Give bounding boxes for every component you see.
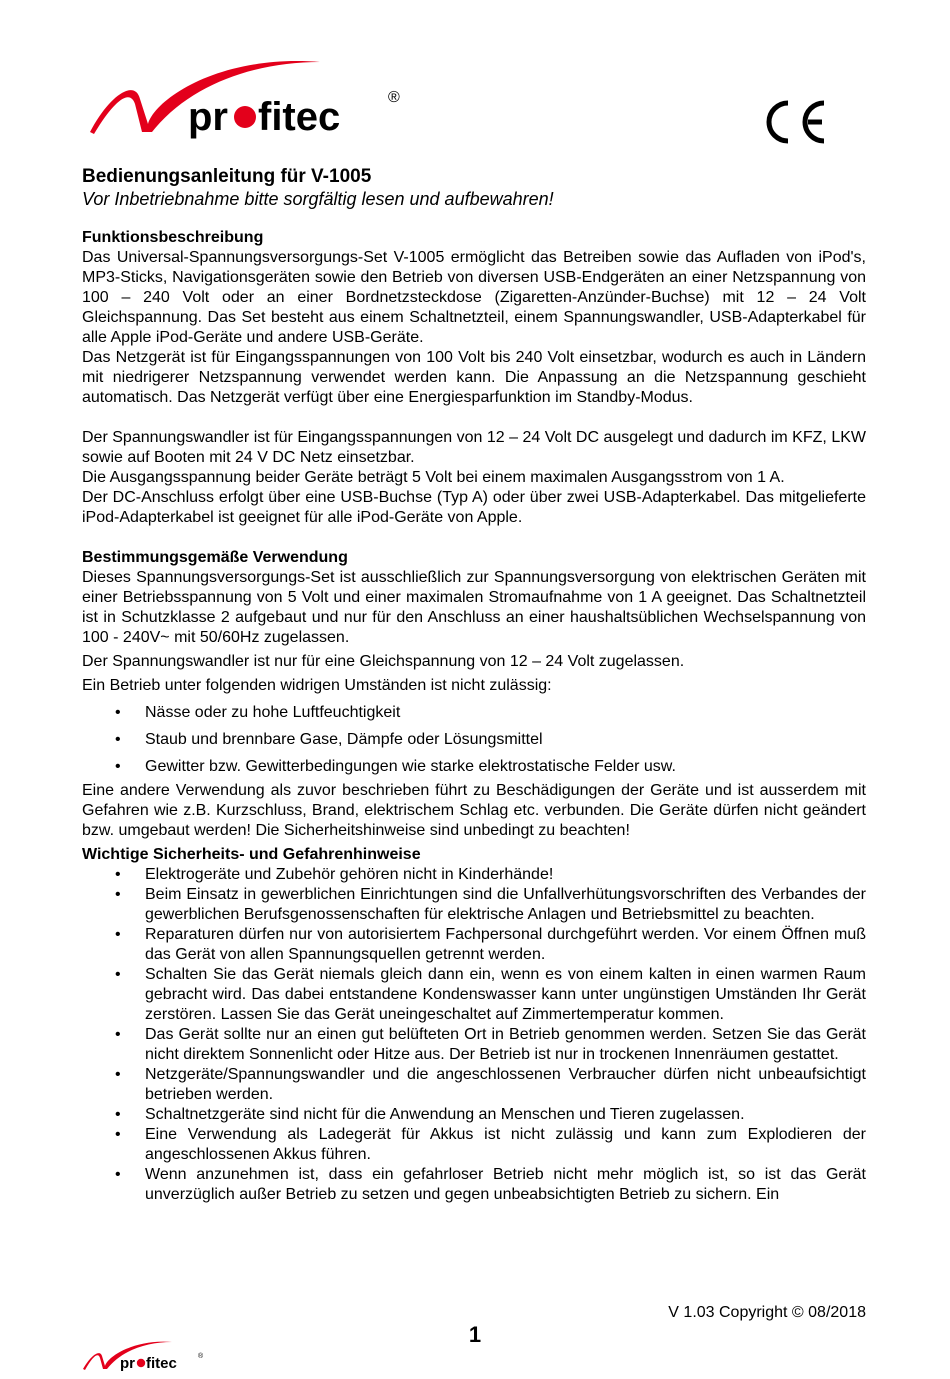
- paragraph: Der DC-Anschluss erfolgt über eine USB-Buchse (Typ A) oder über zwei USB-Adapterkabel. Das mitgelieferte iPod-Adapterkabel ist geeignet für alle iPod-Geräte von Apple.: [82, 489, 866, 526]
- document-subtitle: Vor Inbetriebnahme bitte sorgfältig lesen und aufbewahren!: [82, 189, 554, 209]
- bullet-icon: •: [115, 758, 121, 775]
- paragraph: Der Spannungswandler ist für Eingangsspannungen von 12 – 24 Volt DC ausgelegt und dadurch im KFZ, LKW sowie auf Booten mit 24 V DC Netz einsetzbar.: [82, 429, 866, 466]
- paragraph: Die Ausgangsspannung beider Geräte beträgt 5 Volt bei einem maximalen Ausgangsstrom von 1 A.: [82, 469, 785, 486]
- profitec-logo-footer: [80, 1335, 210, 1373]
- registered-mark: ®: [388, 89, 400, 106]
- bullet-icon: •: [115, 866, 121, 883]
- list-item: • Reparaturen dürfen nur von autorisiertem Fachpersonal durchgeführt werden. Vor einem Öffnen muß das Gerät von allen Spannungsquellen getrennt werden.: [115, 926, 866, 963]
- logo-wordmark: pr: [188, 95, 228, 139]
- bullet-icon: •: [115, 731, 121, 748]
- document-body: [82, 165, 866, 1205]
- paragraph: Das Universal-Spannungsversorgungs-Set V-1005 ermöglicht das Betreiben sowie das Aufladen von iPod's, MP3-Sticks, Navigationsgeräten sowie den Betrieb von diversen USB-Endgeräten an einer Netzspannung von 100 – 240 Volt oder an einer Bordnetzsteckdose (Zigaretten-Anzünder-Buchse) mit 12 – 24 Volt Gleichspannung. Das Set besteht aus einem Schaltnetzteil, einem Spannungswandler, USB-Adapterkabel für alle Apple iPod-Geräte und andere USB-Geräte.: [82, 249, 866, 346]
- list-item: • Eine Verwendung als Ladegerät für Akkus ist nicht zulässig und kann zum Explodieren der angeschlossenen Akkus führen.: [115, 1126, 866, 1163]
- section-heading-verwendung: Bestimmungsgemäße Verwendung: [82, 549, 348, 566]
- list-item: • Netzgeräte/Spannungswandler und die angeschlossenen Verbraucher dürfen nicht unbeaufsichtigt betrieben werden.: [115, 1066, 866, 1103]
- section-heading-sicherheit: Wichtige Sicherheits- und Gefahrenhinweise: [82, 846, 421, 863]
- safety-list: [82, 865, 866, 1205]
- ce-mark-icon: [760, 97, 830, 147]
- bullet-icon: •: [115, 1026, 121, 1043]
- section-heading-funktion: Funktionsbeschreibung: [82, 229, 264, 246]
- paragraph: Ein Betrieb unter folgenden widrigen Umständen ist nicht zulässig:: [82, 677, 552, 694]
- bullet-icon: •: [115, 1126, 121, 1143]
- logo-dot: [234, 106, 256, 128]
- list-item: • Schalten Sie das Gerät niemals gleich dann ein, wenn es von einem kalten in einen warmen Raum gebracht wird. Das dabei entstandene Kondenswasser kann unter ungünstigen Umständen Ihr Gerät zerstören. Lassen Sie das Gerät uneingeschaltet auf Zimmertemperatur kommen.: [115, 966, 866, 1023]
- list-item: • Wenn anzunehmen ist, dass ein gefahrloser Betrieb nicht mehr möglich ist, so ist das Gerät unverzüglich außer Betrieb zu setzen und gegen unbeabsichtigten Betrieb zu sichern. Ein: [115, 1166, 866, 1203]
- bullet-icon: •: [115, 926, 121, 943]
- list-item: • Nässe oder zu hohe Luftfeuchtigkeit: [115, 704, 401, 721]
- bullet-icon: •: [115, 886, 121, 903]
- bullet-icon: •: [115, 1066, 121, 1083]
- svg-text:fitec: fitec: [146, 1355, 177, 1372]
- page-number: 1: [468, 1322, 482, 1347]
- conditions-list: [82, 703, 866, 777]
- bullet-icon: •: [115, 966, 121, 983]
- list-item: • Beim Einsatz in gewerblichen Einrichtungen sind die Unfallverhütungsvorschriften des Verbandes der gewerblichen Berufsgenossenschaften für elektrische Anlagen und Betriebsmittel zu beachten.: [115, 886, 866, 923]
- paragraph: Dieses Spannungsversorgungs-Set ist ausschließlich zur Spannungsversorgung von elektrischen Geräten mit einer Betriebsspannung von 5 Volt und einer maximalen Stromaufnahme von 1 A geeignet. Das Schaltnetzteil ist in Schutzklasse 2 aufgebaut und nur für den Anschluss an einer haushaltsüblichen Wechselspannung von 100 - 240V~ mit 50/60Hz zugelassen.: [82, 569, 866, 646]
- list-item: • Das Gerät sollte nur an einen gut belüfteten Ort in Betrieb genommen werden. Setzen Sie das Gerät nicht direktem Sonnenlicht oder Hitze aus. Der Betrieb ist nur in trockenen Innenräumen gestattet.: [115, 1026, 866, 1063]
- copyright-notice: V 1.03 Copyright © 08/2018: [668, 1304, 866, 1321]
- paragraph: Eine andere Verwendung als zuvor beschrieben führt zu Beschädigungen der Geräte und ist ausserdem mit Gefahren wie z.B. Kurzschluss, Brand, elektrischem Schlag etc. verbunden. Die Geräte dürfen nicht geändert bzw. umgebaut werden! Die Sicherheitshinweise sind unbedingt zu beachten!: [82, 782, 866, 839]
- svg-text:pr: pr: [120, 1355, 135, 1372]
- bullet-icon: •: [115, 1166, 121, 1183]
- svg-text:fitec: fitec: [258, 95, 341, 139]
- bullet-icon: •: [115, 704, 121, 721]
- list-item: • Gewitter bzw. Gewitterbedingungen wie starke elektrostatische Felder usw.: [115, 758, 676, 775]
- document-title: Bedienungsanleitung für V-1005: [82, 166, 372, 187]
- paragraph: Der Spannungswandler ist nur für eine Gleichspannung von 12 – 24 Volt zugelassen.: [82, 653, 685, 670]
- list-item: • Schaltnetzgeräte sind nicht für die Anwendung an Menschen und Tieren zugelassen.: [115, 1106, 745, 1123]
- list-item: • Elektrogeräte und Zubehör gehören nicht in Kinderhände!: [115, 866, 554, 883]
- profitec-logo: [80, 44, 420, 144]
- list-item: • Staub und brennbare Gase, Dämpfe oder Lösungsmittel: [115, 731, 543, 748]
- svg-text:®: ®: [198, 1353, 204, 1360]
- paragraph: Das Netzgerät ist für Eingangsspannungen von 100 Volt bis 240 Volt einsetzbar, wodurch es auch in Ländern mit niedrigerer Netzspannung verwendet werden kann. Die Anpassung an die Netzspannung geschieht automatisch. Das Netzgerät verfügt über eine Energiesparfunktion im Standby-Modus.: [82, 349, 866, 406]
- bullet-icon: •: [115, 1106, 121, 1123]
